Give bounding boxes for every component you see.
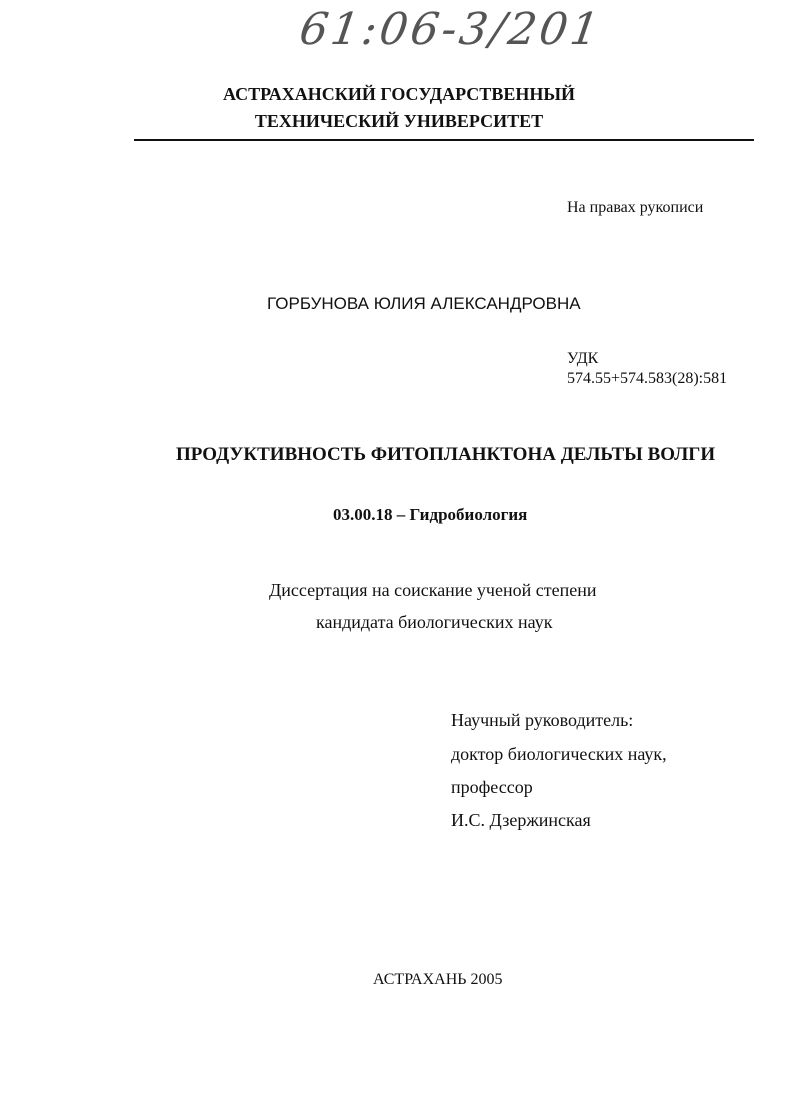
degree-line-2: кандидата биологических наук xyxy=(316,612,553,632)
city-year: АСТРАХАНЬ 2005 xyxy=(373,971,503,988)
degree-line-1: Диссертация на соискание ученой степени xyxy=(269,580,597,600)
author-name: ГОРБУНОВА ЮЛИЯ АЛЕКСАНДРОВНА xyxy=(267,294,581,313)
handwritten-archive-code: 61:06-3/201 xyxy=(296,4,606,55)
supervisor-label: Научный руководитель: xyxy=(451,710,634,730)
supervisor-title: доктор биологических наук, xyxy=(451,744,667,764)
udk-code: 574.55+574.583(28):581 xyxy=(567,370,728,387)
supervisor-name: И.С. Дзержинская xyxy=(451,810,591,830)
supervisor-rank: профессор xyxy=(451,777,533,797)
specialty: 03.00.18 – Гидробиология xyxy=(333,505,528,524)
institution-line-2: ТЕХНИЧЕСКИЙ УНИВЕРСИТЕТ xyxy=(254,111,544,131)
dissertation-title: ПРОДУКТИВНОСТЬ ФИТОПЛАНКТОНА ДЕЛЬТЫ ВОЛГИ xyxy=(176,444,716,465)
manuscript-note: На правах рукописи xyxy=(567,199,704,216)
header-divider xyxy=(134,139,754,141)
institution-line-1: АСТРАХАНСКИЙ ГОСУДАРСТВЕННЫЙ xyxy=(222,84,576,104)
udk-label: УДК xyxy=(567,350,599,367)
